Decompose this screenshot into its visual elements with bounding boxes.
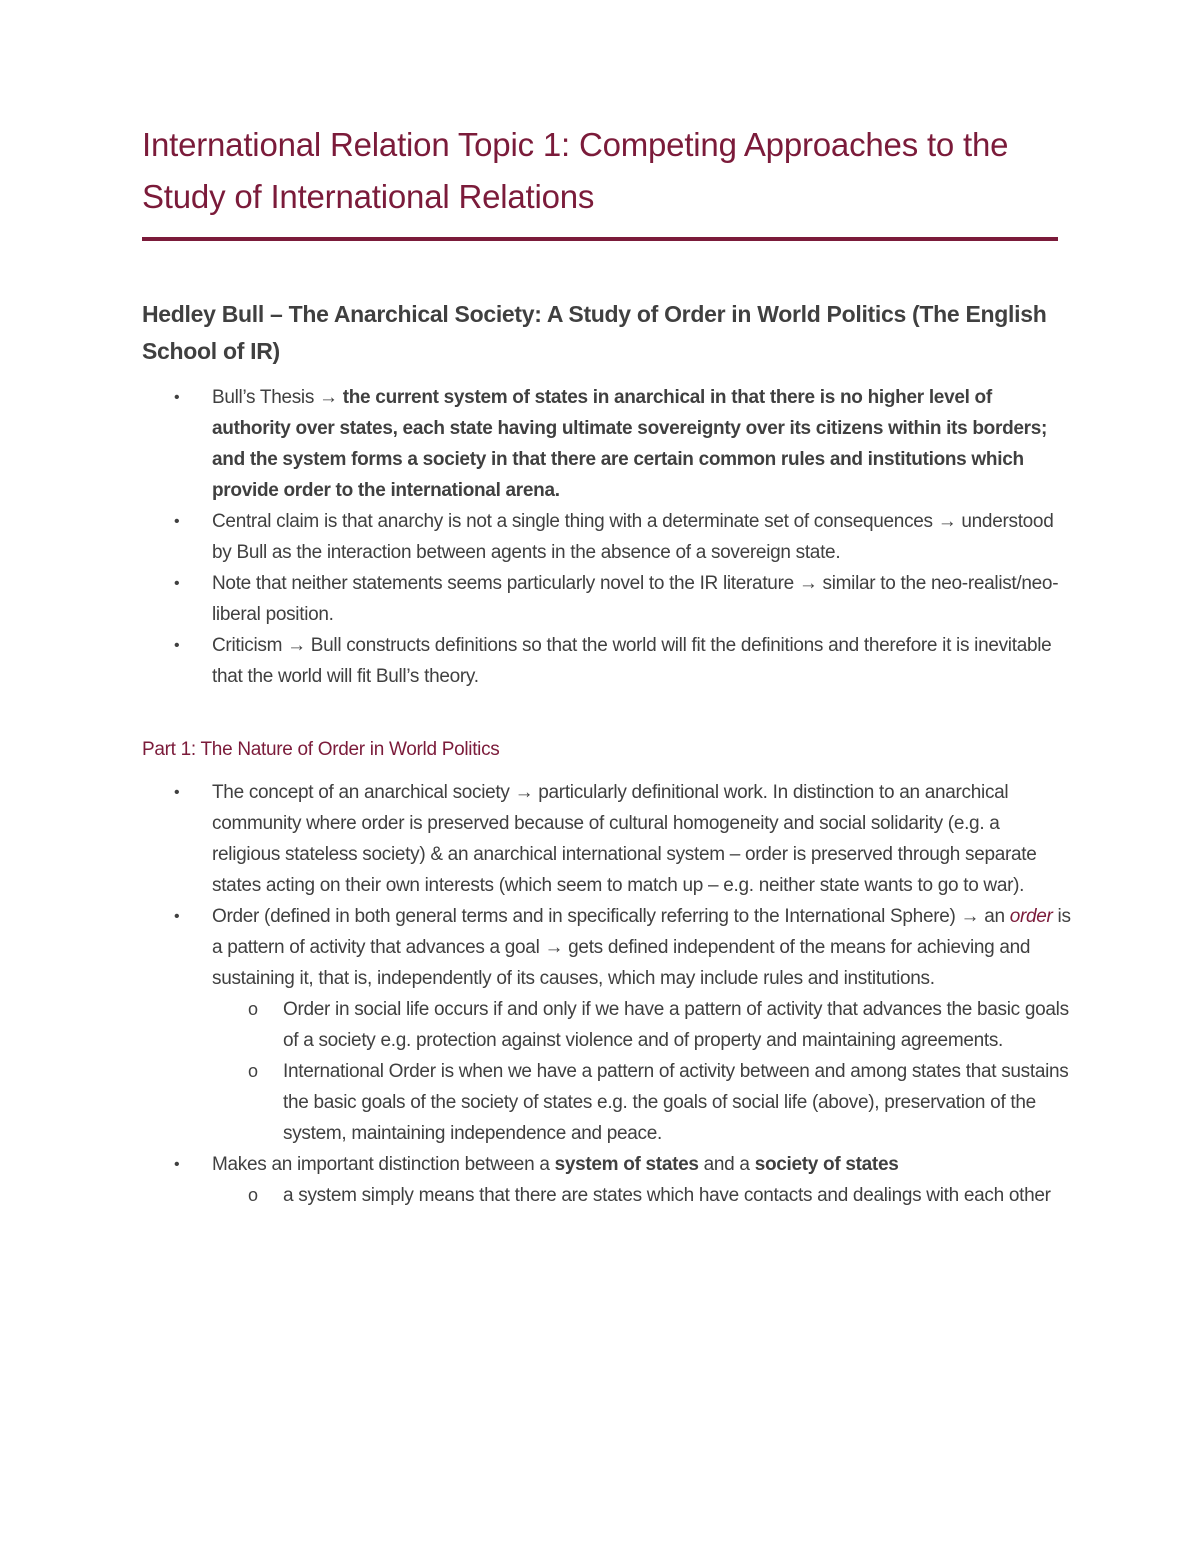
bullet-icon: •	[174, 575, 180, 592]
list-item	[142, 506, 1072, 568]
list-item	[142, 901, 1072, 994]
document-title: International Relation Topic 1: Competing Approaches to the Study of International Relations	[142, 126, 1009, 215]
item-emphasis: order	[1009, 906, 1053, 927]
item-text: Central claim is that anarchy is not a single thing with a determinate set of consequences → understood by Bull as the interaction between agents in the absence of a sovereign state.	[212, 511, 1054, 563]
item-tail: is a pattern of activity that advances a goal → gets defined independent of the means for achieving and sustaining it, that is, independently of its causes, which may include rules and institutions.	[212, 906, 1071, 989]
item-text: a system simply means that there are states which have contacts and dealings with each other	[283, 1185, 1051, 1206]
bullet-icon: •	[174, 637, 180, 654]
part1-list	[142, 777, 1072, 1211]
bullet-icon: •	[174, 389, 180, 406]
list-item	[142, 382, 1072, 506]
bullet-icon: •	[174, 784, 180, 801]
bullet-icon: •	[174, 1156, 180, 1173]
item-text: International Order is when we have a pattern of activity between and among states that sustains the basic goals of the society of states e.g. the goals of social life (above), preservation of the system, maintaining independence and peace.	[283, 1061, 1069, 1144]
item-lead: Bull’s Thesis →	[212, 387, 343, 408]
item-bold-text: the current system of states in anarchical in that there is no higher level of authority over states, each state having ultimate sovereignty over its citizens within its borders; and the system forms a society in that there are certain common rules and institutions which provide order to the international arena.	[212, 387, 1048, 501]
sub-list-item	[142, 1056, 1072, 1149]
bullet-icon: •	[174, 513, 180, 530]
list-item	[142, 1149, 1072, 1180]
sub-bullet-icon: o	[248, 999, 258, 1019]
item-bold-text: system of states	[554, 1154, 699, 1175]
item-text: Criticism → Bull constructs definitions so that the world will fit the definitions and therefore it is inevitable that the world will fit Bull’s theory.	[212, 635, 1052, 687]
title-divider	[142, 237, 1058, 241]
item-lead: Makes an important distinction between a	[212, 1154, 555, 1175]
item-joiner: and a	[698, 1154, 755, 1175]
sub-list-item	[142, 1180, 1072, 1211]
item-text: Order in social life occurs if and only if we have a pattern of activity that advances the basic goals of a society e.g. protection against violence and of property and maintaining agreements.	[283, 999, 1069, 1051]
sub-bullet-icon: o	[248, 1185, 258, 1205]
item-text: Note that neither statements seems particularly novel to the IR literature → similar to the neo-realist/neo-liberal position.	[212, 573, 1059, 625]
item-bold-text: society of states	[754, 1154, 899, 1175]
item-lead: Order (defined in both general terms and in specifically referring to the International Sphere) → an	[212, 906, 1010, 927]
sub-bullet-icon: o	[248, 1061, 258, 1081]
bullet-icon: •	[174, 908, 180, 925]
list-item	[142, 777, 1072, 901]
part-heading: Part 1: The Nature of Order in World Politics	[142, 739, 500, 760]
thesis-list	[142, 382, 1072, 692]
sub-list-item	[142, 994, 1072, 1056]
item-text: The concept of an anarchical society → particularly definitional work. In distinction to an anarchical community where order is preserved because of cultural homogeneity and social solidarity (e.g. a religious stateless society) & an anarchical international system – order is preserved through separate states acting on their own interests (which seem to match up – e.g. neither state wants to go to war).	[212, 782, 1037, 896]
list-item	[142, 630, 1072, 692]
list-item	[142, 568, 1072, 630]
section-heading: Hedley Bull – The Anarchical Society: A Study of Order in World Politics (The English School of IR)	[142, 301, 1047, 364]
